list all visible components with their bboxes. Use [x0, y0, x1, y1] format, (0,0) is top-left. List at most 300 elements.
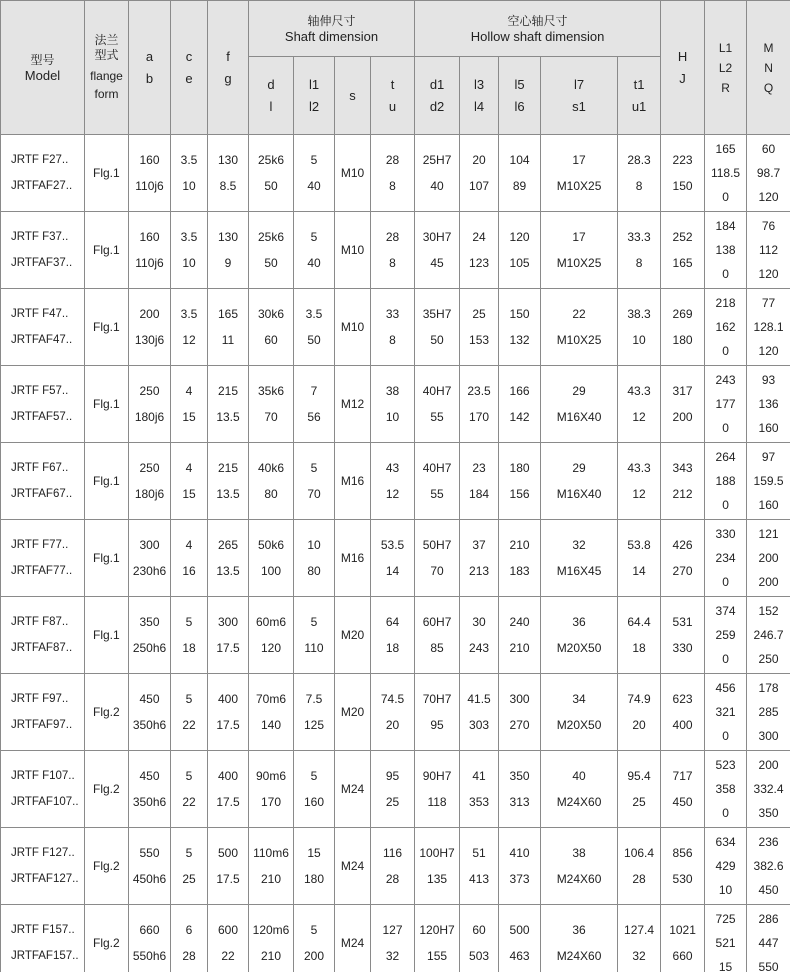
cell-mnq-value: 200 [758, 575, 779, 589]
cell-t1u1-value: 25 [632, 795, 646, 809]
cell-dl-value: 60 [264, 333, 278, 347]
cell-d1d2-value: 50 [430, 333, 444, 347]
cell-fg-value: 400 [217, 769, 239, 783]
cell-l1-l2-r-value: 0 [722, 421, 729, 435]
cell-mnq-value: 60 [761, 142, 776, 156]
cell-l1l2-value: 5 [310, 923, 318, 937]
cell-s [335, 751, 371, 828]
cell-flange [85, 289, 129, 366]
cell-model-value: JRTFAF37.. [11, 257, 73, 269]
cell-ab-value: 550 [139, 846, 160, 860]
cell-s [335, 366, 371, 443]
cell-l1-l2-r-value: 725 [715, 912, 736, 926]
cell-d1d2-value: 85 [430, 641, 444, 655]
cell-flange-value: Flg.2 [93, 705, 120, 719]
cell-mnq-value: 152 [758, 604, 779, 618]
cell-hj [661, 751, 705, 828]
cell-l1l2 [294, 366, 335, 443]
cell-l5l6 [499, 443, 541, 520]
cell-mnq-value: 350 [758, 806, 779, 820]
cell-l7s1 [541, 212, 618, 289]
cell-flange [85, 674, 129, 751]
cell-ab [129, 597, 171, 674]
cell-mnq-value: 160 [758, 421, 779, 435]
cell-mnq-value: 76 [761, 219, 776, 233]
header-l1-l2-r: L1 L2 R [705, 1, 747, 135]
cell-l7s1-value: 38 [572, 846, 586, 860]
cell-l1-l2-r-value: 523 [715, 758, 736, 772]
table-body [1, 135, 790, 972]
cell-hj-value: 252 [672, 230, 693, 244]
cell-l3l4-value: 123 [469, 256, 490, 270]
cell-mnq-value: 332.4 [753, 782, 784, 796]
cell-l7s1 [541, 520, 618, 597]
cell-t1u1-value: 64.4 [627, 615, 651, 629]
cell-model-value: JRTFAF97.. [11, 719, 73, 731]
cell-fg-value: 17.5 [216, 872, 240, 886]
cell-l1l2 [294, 674, 335, 751]
cell-ce-value: 3.5 [180, 307, 198, 321]
cell-l7s1 [541, 751, 618, 828]
cell-model [1, 674, 85, 751]
cell-l1-l2-r-value: 429 [715, 859, 736, 873]
cell-mnq [747, 443, 790, 520]
cell-flange [85, 905, 129, 972]
cell-ab-value: 200 [139, 307, 160, 321]
cell-d1d2 [415, 289, 460, 366]
cell-l5l6 [499, 135, 541, 212]
cell-t1u1-value: 18 [632, 641, 646, 655]
cell-t1u1-value: 32 [632, 949, 646, 963]
cell-tu [371, 520, 415, 597]
cell-ce [171, 212, 208, 289]
cell-l1l2-value: 70 [307, 487, 321, 501]
cell-l3l4-value: 184 [469, 487, 490, 501]
cell-l1-l2-r-value: 10 [718, 883, 733, 897]
cell-model-value: JRTFAF57.. [11, 411, 73, 423]
header-flange: 法兰 型式 flange form [85, 1, 129, 135]
cell-mnq-value: 77 [761, 296, 776, 310]
cell-hj-value: 317 [672, 384, 693, 398]
cell-l3l4 [460, 443, 499, 520]
cell-flange [85, 212, 129, 289]
cell-fg-value: 17.5 [216, 641, 240, 655]
cell-tu-value: 25 [385, 795, 400, 809]
cell-l7s1-value: 36 [572, 923, 586, 937]
cell-l1l2 [294, 212, 335, 289]
cell-l1l2 [294, 443, 335, 520]
cell-ce [171, 905, 208, 972]
cell-t1u1 [618, 135, 661, 212]
cell-hj-value: 856 [672, 846, 693, 860]
cell-s [335, 135, 371, 212]
cell-s-value: M16 [340, 551, 365, 565]
cell-dl [249, 597, 294, 674]
cell-hj-value: 270 [672, 564, 693, 578]
cell-dl-value: 100 [260, 564, 282, 578]
cell-ab-value: 160 [139, 153, 160, 167]
cell-fg-value: 265 [217, 538, 239, 552]
cell-d1d2-value: 25H7 [422, 153, 452, 167]
cell-tu-value: 8 [389, 256, 396, 270]
table-row [1, 828, 790, 905]
cell-l3l4-value: 213 [469, 564, 490, 578]
cell-l3l4-value: 25 [472, 307, 486, 321]
cell-l1-l2-r-value: 243 [715, 373, 736, 387]
cell-ce [171, 135, 208, 212]
cell-tu-value: 116 [382, 846, 403, 860]
cell-d1d2-value: 40H7 [422, 461, 452, 475]
cell-l1-l2-r-value: 0 [722, 190, 729, 204]
cell-l3l4 [460, 289, 499, 366]
cell-ab-value: 110j6 [135, 256, 164, 270]
cell-t1u1-value: 14 [632, 564, 646, 578]
cell-d1d2-value: 40 [430, 179, 444, 193]
cell-t1u1 [618, 828, 661, 905]
cell-model-value: JRTF F157.. [11, 924, 75, 936]
cell-l5l6-value: 373 [509, 872, 530, 886]
header-t-u: t u [371, 57, 415, 135]
cell-ce [171, 751, 208, 828]
cell-tu-value: 28 [385, 872, 400, 886]
cell-ab-value: 300 [139, 538, 160, 552]
cell-l3l4 [460, 212, 499, 289]
header-fg: f g [208, 1, 249, 135]
cell-l1l2-value: 180 [303, 872, 325, 886]
cell-ab-value: 110j6 [135, 179, 164, 193]
cell-l1l2-value: 10 [307, 538, 321, 552]
cell-flange-value: Flg.1 [93, 320, 120, 334]
cell-mnq-value: 286 [758, 912, 779, 926]
cell-l1l2-value: 15 [307, 846, 321, 860]
table-row [1, 212, 790, 289]
cell-ce-value: 4 [185, 538, 193, 552]
cell-l5l6 [499, 520, 541, 597]
cell-l1-l2-r-value: 0 [722, 267, 729, 281]
cell-l5l6-value: 142 [509, 410, 530, 424]
cell-l7s1 [541, 828, 618, 905]
cell-model [1, 905, 85, 972]
cell-l1-l2-r-value: 218 [715, 296, 736, 310]
cell-hj-value: 212 [672, 487, 693, 501]
cell-l1-l2-r-value: 521 [715, 936, 736, 950]
cell-l5l6-value: 150 [509, 307, 530, 321]
cell-l5l6-value: 120 [509, 230, 530, 244]
cell-l1l2-value: 5 [310, 769, 318, 783]
cell-tu-value: 95 [385, 769, 400, 783]
cell-l1-l2-r [705, 520, 747, 597]
cell-ce [171, 828, 208, 905]
cell-model [1, 828, 85, 905]
cell-l3l4-value: 243 [469, 641, 490, 655]
cell-hj [661, 905, 705, 972]
cell-fg-value: 165 [217, 307, 239, 321]
cell-fg-value: 300 [217, 615, 239, 629]
cell-fg [208, 212, 249, 289]
cell-l5l6 [499, 212, 541, 289]
cell-hj-value: 269 [672, 307, 693, 321]
cell-l1l2 [294, 135, 335, 212]
cell-l7s1-value: M16X40 [556, 410, 602, 424]
cell-model [1, 212, 85, 289]
cell-tu-value: 74.5 [380, 692, 405, 706]
cell-l5l6-value: 350 [509, 769, 530, 783]
cell-tu-value: 20 [385, 718, 400, 732]
cell-hj-value: 530 [672, 872, 693, 886]
cell-fg-value: 17.5 [216, 795, 240, 809]
cell-t1u1 [618, 289, 661, 366]
cell-l5l6 [499, 905, 541, 972]
cell-s [335, 212, 371, 289]
cell-d1d2-value: 155 [427, 949, 448, 963]
cell-fg [208, 597, 249, 674]
table-row [1, 289, 790, 366]
cell-model-value: JRTFAF107.. [11, 796, 79, 808]
cell-l1l2-value: 5 [310, 461, 318, 475]
cell-mnq-value: 98.7 [756, 166, 781, 180]
cell-t1u1-value: 53.8 [627, 538, 651, 552]
cell-s-value: M20 [340, 705, 365, 719]
cell-l1-l2-r-value: 321 [715, 705, 736, 719]
cell-l3l4-value: 170 [469, 410, 490, 424]
cell-d1d2 [415, 751, 460, 828]
header-l1-l2: l1 l2 [294, 57, 335, 135]
cell-l3l4-value: 153 [469, 333, 490, 347]
cell-l3l4-value: 107 [469, 179, 490, 193]
cell-model-value: JRTFAF27.. [11, 180, 73, 192]
cell-mnq-value: 285 [758, 705, 779, 719]
cell-ab-value: 350h6 [132, 795, 167, 809]
cell-l5l6-value: 240 [509, 615, 530, 629]
cell-ab-value: 180j6 [134, 487, 165, 501]
cell-t1u1-value: 10 [632, 333, 646, 347]
cell-s-value: M10 [340, 320, 365, 334]
cell-dl [249, 905, 294, 972]
cell-tu [371, 597, 415, 674]
cell-ab-value: 350h6 [132, 718, 167, 732]
cell-fg [208, 674, 249, 751]
cell-t1u1-value: 43.3 [627, 461, 651, 475]
cell-l3l4-value: 20 [472, 153, 486, 167]
cell-ab-value: 450 [139, 769, 160, 783]
cell-l5l6-value: 105 [509, 256, 530, 270]
cell-l5l6-value: 500 [509, 923, 530, 937]
cell-l1-l2-r-value: 0 [722, 652, 729, 666]
cell-model-value: JRTFAF87.. [11, 642, 73, 654]
cell-flange-value: Flg.1 [93, 628, 120, 642]
cell-ce-value: 15 [182, 487, 196, 501]
cell-s-value: M20 [340, 628, 365, 642]
cell-ce [171, 366, 208, 443]
cell-l5l6 [499, 597, 541, 674]
cell-l1-l2-r-value: 0 [722, 729, 729, 743]
cell-hj [661, 828, 705, 905]
cell-dl-value: 35k6 [257, 384, 285, 398]
cell-ab-value: 250 [139, 384, 160, 398]
cell-mnq-value: 250 [758, 652, 779, 666]
cell-ce-value: 10 [182, 256, 196, 270]
cell-hj [661, 289, 705, 366]
cell-mnq-value: 160 [758, 498, 779, 512]
cell-d1d2 [415, 366, 460, 443]
cell-hj [661, 443, 705, 520]
cell-l1-l2-r [705, 751, 747, 828]
cell-l1-l2-r-value: 634 [715, 835, 736, 849]
cell-flange-value: Flg.1 [93, 243, 120, 257]
cell-l1-l2-r [705, 289, 747, 366]
cell-hj [661, 597, 705, 674]
cell-l1l2-value: 7.5 [305, 692, 323, 706]
cell-l3l4 [460, 135, 499, 212]
cell-t1u1-value: 95.4 [627, 769, 651, 783]
cell-l3l4 [460, 597, 499, 674]
cell-dl-value: 25k6 [257, 230, 285, 244]
cell-d1d2-value: 55 [430, 487, 444, 501]
cell-l1l2-value: 5 [310, 153, 318, 167]
cell-l3l4 [460, 366, 499, 443]
cell-flange [85, 366, 129, 443]
cell-l3l4-value: 41.5 [467, 692, 491, 706]
cell-l1l2-value: 200 [303, 949, 325, 963]
cell-flange-value: Flg.2 [93, 782, 120, 796]
cell-d1d2 [415, 597, 460, 674]
cell-flange [85, 828, 129, 905]
cell-l1l2 [294, 828, 335, 905]
cell-l5l6-value: 166 [509, 384, 530, 398]
cell-dl-value: 70 [264, 410, 278, 424]
cell-fg-value: 8.5 [219, 179, 237, 193]
cell-l1l2 [294, 520, 335, 597]
cell-hj-value: 180 [672, 333, 693, 347]
cell-fg-value: 11 [221, 333, 235, 347]
cell-l1l2 [294, 597, 335, 674]
cell-dl [249, 751, 294, 828]
cell-l1-l2-r [705, 905, 747, 972]
cell-mnq-value: 97 [761, 450, 776, 464]
cell-ab-value: 450h6 [132, 872, 167, 886]
cell-l1-l2-r-value: 184 [715, 219, 736, 233]
cell-fg [208, 520, 249, 597]
cell-l1l2-value: 5 [310, 615, 318, 629]
cell-t1u1 [618, 905, 661, 972]
cell-fg [208, 828, 249, 905]
cell-s [335, 828, 371, 905]
cell-l3l4-value: 30 [472, 615, 486, 629]
cell-l1-l2-r-value: 0 [722, 806, 729, 820]
cell-mnq-value: 178 [758, 681, 779, 695]
cell-l1-l2-r [705, 674, 747, 751]
cell-ce-value: 28 [182, 949, 196, 963]
cell-tu-value: 127 [382, 923, 403, 937]
cell-l1l2-value: 5 [310, 230, 318, 244]
cell-tu [371, 212, 415, 289]
cell-l1l2-value: 50 [307, 333, 321, 347]
cell-l7s1-value: 17 [572, 153, 586, 167]
cell-model-value: JRTFAF47.. [11, 334, 73, 346]
cell-l1l2 [294, 289, 335, 366]
cell-l7s1 [541, 597, 618, 674]
cell-l3l4-value: 51 [472, 846, 486, 860]
cell-dl-value: 210 [260, 949, 282, 963]
cell-dl-value: 110m6 [253, 846, 289, 860]
cell-l1-l2-r [705, 597, 747, 674]
cell-ab-value: 450 [139, 692, 160, 706]
cell-mnq-value: 121 [758, 527, 779, 541]
cell-s-value: M12 [340, 397, 365, 411]
cell-flange-value: Flg.2 [93, 859, 120, 873]
cell-fg [208, 751, 249, 828]
cell-l1-l2-r [705, 366, 747, 443]
cell-hj-value: 330 [672, 641, 693, 655]
cell-l3l4-value: 413 [469, 872, 490, 886]
cell-ab-value: 230h6 [132, 564, 167, 578]
cell-dl [249, 289, 294, 366]
cell-model-value: JRTF F57.. [11, 385, 69, 397]
cell-mnq-value: 93 [761, 373, 776, 387]
cell-l3l4 [460, 905, 499, 972]
cell-hj [661, 212, 705, 289]
cell-mnq-value: 120 [758, 344, 779, 358]
cell-l7s1-value: M10X25 [556, 333, 602, 347]
cell-dl [249, 443, 294, 520]
cell-mnq-value: 450 [758, 883, 779, 897]
cell-flange [85, 443, 129, 520]
cell-l1l2-value: 110 [304, 641, 324, 655]
table-row [1, 520, 790, 597]
cell-d1d2 [415, 443, 460, 520]
cell-d1d2-value: 135 [427, 872, 448, 886]
cell-l1-l2-r-value: 15 [718, 960, 733, 972]
cell-l1-l2-r-value: 374 [715, 604, 736, 618]
cell-model-value: JRTF F127.. [11, 847, 75, 859]
cell-t1u1-value: 12 [632, 487, 646, 501]
cell-d1d2-value: 100H7 [419, 846, 455, 860]
header-hollow-shaft-dimension: 空心轴尺寸 Hollow shaft dimension [415, 1, 661, 57]
cell-t1u1 [618, 443, 661, 520]
cell-flange [85, 135, 129, 212]
cell-l5l6 [499, 366, 541, 443]
cell-t1u1-value: 127.4 [624, 923, 655, 937]
cell-l7s1-value: 17 [572, 230, 586, 244]
cell-ab-value: 180j6 [134, 410, 165, 424]
cell-d1d2 [415, 520, 460, 597]
cell-l5l6-value: 132 [509, 333, 530, 347]
cell-dl-value: 70m6 [255, 692, 287, 706]
cell-l1l2-value: 56 [307, 410, 321, 424]
cell-mnq-value: 550 [758, 960, 779, 972]
cell-l7s1 [541, 366, 618, 443]
cell-s [335, 674, 371, 751]
cell-d1d2-value: 60H7 [422, 615, 452, 629]
cell-tu-value: 10 [385, 410, 400, 424]
cell-fg-value: 400 [217, 692, 239, 706]
cell-d1d2-value: 118 [427, 795, 447, 809]
cell-t1u1-value: 8 [635, 256, 643, 270]
cell-ab-value: 250 [139, 461, 160, 475]
cell-ce-value: 25 [182, 872, 196, 886]
cell-model-value: JRTF F37.. [11, 231, 69, 243]
cell-s [335, 905, 371, 972]
cell-mnq-value: 128.1 [753, 320, 784, 334]
cell-d1d2-value: 90H7 [422, 769, 452, 783]
cell-mnq [747, 751, 790, 828]
cell-dl-value: 80 [264, 487, 278, 501]
cell-tu-value: 14 [385, 564, 400, 578]
cell-ce-value: 15 [182, 410, 196, 424]
cell-l3l4-value: 41 [472, 769, 486, 783]
cell-mnq-value: 200 [758, 551, 779, 565]
cell-l7s1 [541, 135, 618, 212]
